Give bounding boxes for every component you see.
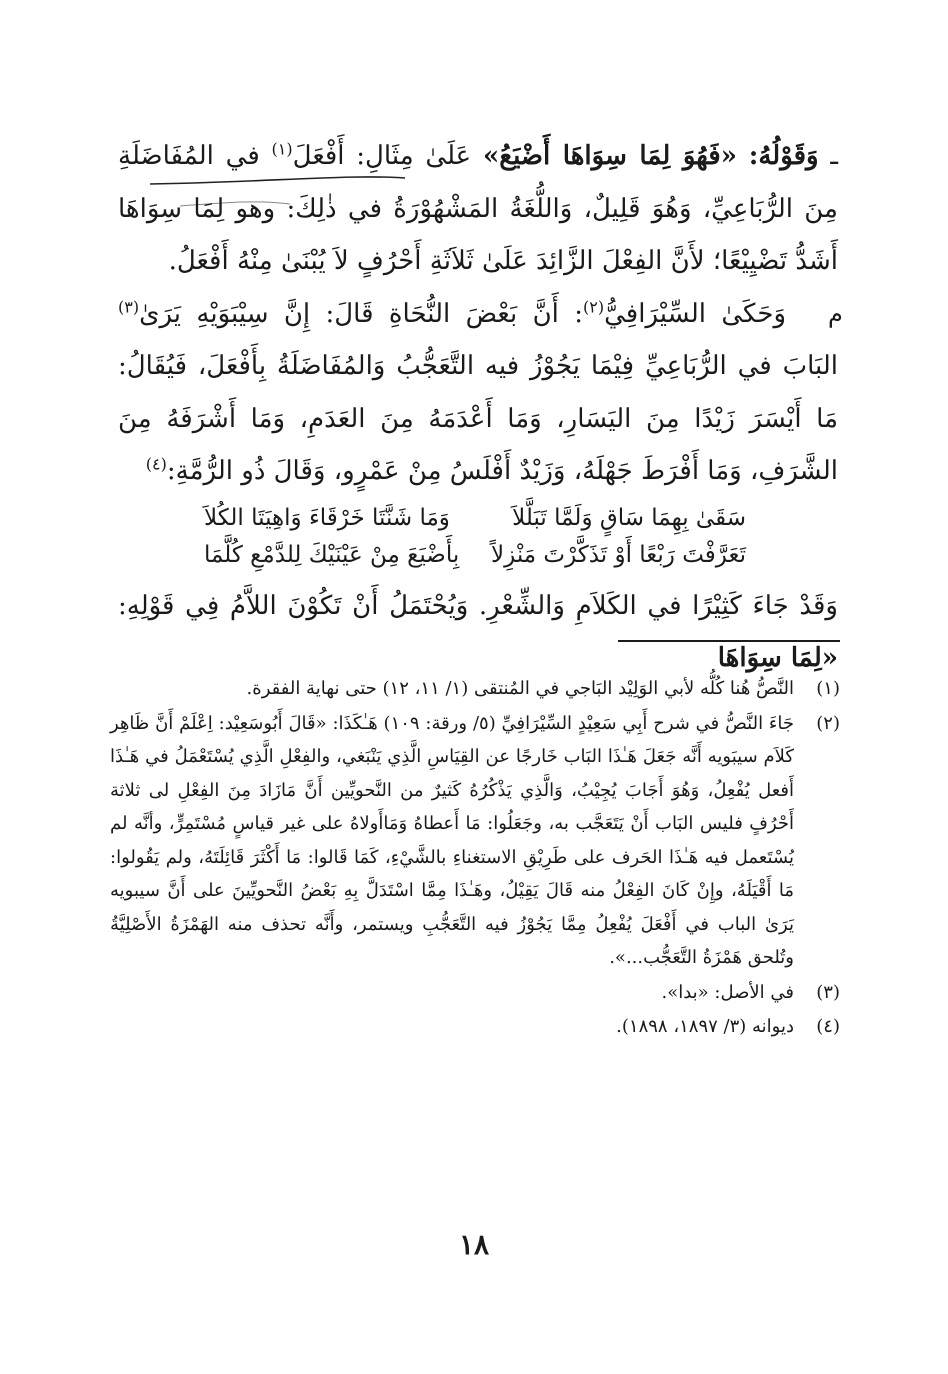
lead-word: وَقَوْلُهُ: xyxy=(748,141,819,171)
text-segment: عَلَىٰ مِثَالِ: أَفْعَلَ xyxy=(292,141,483,171)
poem xyxy=(118,500,838,574)
hemistich-first: سَقَىٰ بِهِمَا سَاقٍ وَلَمَّا تَبَلَّلاَ xyxy=(512,504,746,531)
text-segment: وَحَكَىٰ السِّيْرَافِيُّ xyxy=(604,298,787,329)
paragraph-3 xyxy=(118,580,838,685)
footnote-text: جَاءَ النَّصُّ في شرح أَبِي سَعِيْدٍ السِّيْرَافِيِّ (٥/ ورقة: ١٠٩) هَـٰكَذَا: «قَالَ أَبُوسَعِيْد: اِعْلَمْ أَنَّ ظَاهِر كَلاَم سيبَويه أَنَّه جَعَلَ هَـٰذَا البَاب خَارجًا عن القِيَاسِ الَّذِي يَنْبَغي، والفِعْلِ الَّذِي يُسْتَعْمَلُ في هَـٰذَا أَفعل يُفْعِلُ، وَهُوَ أَجَابَ يُجِيْبُ، وَالَّذِي يَذْكُرُهُ كَثيرٌ من النَّحويِّين أَنَّ مَازَادَ مِنَ الفِعْلِ لى ثلاثة أَحْرُفٍ فليس البَاب أَنْ يَتَعَجَّب به، وجَعَلُوا: مَا أَعطاهُ وَمَاأَولاهُ على غير قياسٍ مُسْتَمِرٍّ، وأنَّه لم يُسْتَعمل فيه هَـٰذَا الحَرف على طَرِيْقِ الاستغناءِ بالشَّيْءِ، كَمَا قَالوا: مَا أَكْثَرَ قَائِلَتَهُ، ولم يَقُولوا: مَا أَقْيَلَهُ، وإِنْ كَانَ الفِعْلُ منه قَالَ يَقِيْلُ، وهَـٰذَا مِمَّا اسْتَدَلَّ بِهِ بَعْضُ النَّحويِّينَ على أَنَّ سيبويه يَرَىٰ الباب في أَفْعَلَ يُفْعِلُ مِمَّا يَجُوْزُ فيه التَّعَجُّبِ ويستمر، وأَنَّه تحذف منه الهَمْزَةُ الأَصْلِيَّةُ وتُلحق هَمْزَةُ التَّعَجُّب...». xyxy=(110,712,794,968)
hemistich-first: تَعَرَّفْتَ رَبْعًا أَوْ تَذَكَّرْتَ مَنْزِلاً xyxy=(491,541,746,568)
main-text xyxy=(118,130,838,685)
footnote-4 xyxy=(110,1010,840,1044)
quoted-phrase: «فَهُوَ لِمَا سِوَاهَا أَضْيَعُ» xyxy=(482,141,737,171)
footnote-number: (٣) xyxy=(816,981,840,1003)
footnote-text: النَّصُّ هُنا كُلُّه لأبي الوَلِيْد البَاجي في المُنتقى (١/ ١١، ١٢) حتى نهاية الفقرة. xyxy=(246,678,794,699)
poem-line-2 xyxy=(118,537,838,574)
footnote-2 xyxy=(110,707,840,975)
dash: ـ xyxy=(830,141,839,171)
footnote-number: (١) xyxy=(816,678,840,699)
page-number: ١٨ xyxy=(458,1228,490,1261)
footnote-number: (٢) xyxy=(816,712,840,734)
footnote-3 xyxy=(110,976,840,1010)
text-segment: وَقَدْ جَاءَ كَثِيْرًا في الكَلاَمِ وَالشِّعْرِ. وَيُحْتَمَلُ أَنْ تَكُوْنَ اللاَّمُ فِي قَوْلِهِ: xyxy=(118,590,838,621)
poem-line-1 xyxy=(118,500,838,537)
paragraph-2 xyxy=(118,288,838,498)
footnote-ref-3[interactable]: (٣) xyxy=(118,296,140,316)
footnote-ref-1[interactable]: (١) xyxy=(271,139,293,159)
footnote-text: في الأصل: «بدا». xyxy=(661,981,794,1003)
footnote-separator xyxy=(618,640,840,642)
footnote-ref-4[interactable]: (٤) xyxy=(145,454,167,474)
paragraph-1 xyxy=(118,130,838,288)
footnotes xyxy=(110,672,840,1045)
text-segment: : أَنَّ بَعْضَ النُّحَاةِ قَالَ: إِنَّ سِيْبَوَيْهِ يَرَىٰ xyxy=(139,298,584,329)
footnote-text: ديوانه (٣/ ١٨٩٧، ١٨٩٨). xyxy=(616,1016,794,1037)
footnote-1 xyxy=(110,672,840,706)
hemistich-second: وَمَا شَنَّتَا خَرْقَاءَ وَاهِيَتَا الكُلاَ xyxy=(204,504,450,531)
hemistich-second: بِأَضْيَعَ مِنْ عَيْنَيْكَ لِلدَّمْعِ كُلَّمَا xyxy=(204,541,460,568)
margin-mark: م xyxy=(828,300,843,328)
text-segment: في المُفَاضَلَةِ مِنَ الرُّبَاعِيِّ، وَهُوَ قَلِيلٌ، وَاللُّغَةُ المَشْهُوْرَةُ في ذٰلِكَ: وهو لِمَا سِوَاهَا أَشَدُّ تَضْيِيْعًا؛ لأَنَّ الفِعْلَ الزَّائِدَ عَلَىٰ ثَلاَثَةِ أَحْرُفٍ لاَ يُبْنَىٰ مِنْهُ أَفْعَلُ. xyxy=(118,141,838,276)
quoted-phrase: «لِمَا سِوَاهَا xyxy=(717,643,838,673)
footnote-number: (٤) xyxy=(816,1016,840,1037)
footnote-ref-2[interactable]: (٢) xyxy=(583,296,605,316)
text-segment: البَابَ في الرُّبَاعِيِّ فِيْمَا يَجُوْزُ فيه التَّعَجُّبُ وَالمُفَاضَلَةُ بِأَفْعَلَ، فَيُقَالُ: مَا أَيْسَرَ زَيْدًا مِنَ اليَسَارِ، وَمَا أَعْدَمَهُ مِنَ العَدَمِ، وَمَا أَشْرَفَهُ مِنَ الشَّرَفِ، وَمَا أَفْرَطَ جَهْلَهُ، وَزَيْدٌ أَفْلَسُ مِنْ عَمْرٍو، وَقَالَ ذُو الرُّمَّةِ: xyxy=(118,351,838,486)
